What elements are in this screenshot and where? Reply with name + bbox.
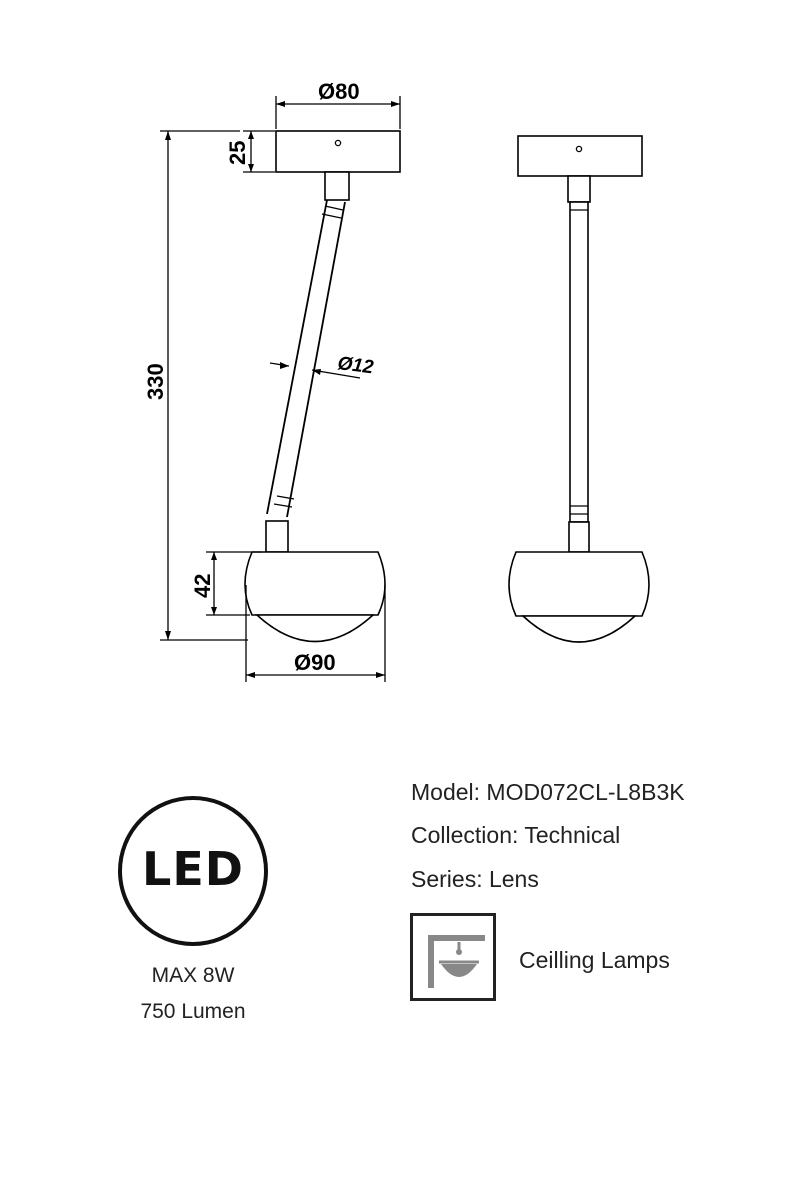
product-series: Series: Lens: [411, 866, 539, 892]
category-icon-box: [410, 913, 496, 1001]
front-view: [509, 136, 649, 642]
product-category: Ceilling Lamps: [519, 947, 670, 973]
led-power: MAX 8W: [151, 964, 235, 987]
dim-stem-diameter: Ø12: [336, 353, 375, 379]
lens-front: [523, 616, 635, 642]
lens-side: [257, 615, 373, 642]
led-badge: [118, 796, 268, 946]
lower-joint-front: [569, 522, 589, 552]
lamp-head-side: [245, 552, 385, 615]
dim-canopy-diameter: Ø80: [318, 79, 360, 104]
lamp-head-front: [509, 552, 649, 616]
upper-joint-side: [325, 172, 349, 200]
stem-front: [570, 202, 588, 522]
lower-joint-side: [266, 521, 288, 552]
led-badge-text: LED: [142, 842, 244, 896]
ceiling-lamp-icon: [413, 916, 493, 998]
side-view: [245, 131, 400, 642]
stem-side: [267, 200, 345, 517]
dim-head-diameter: Ø90: [294, 650, 336, 675]
led-lumen: 750 Lumen: [140, 1000, 246, 1023]
canopy-front: [518, 136, 642, 176]
product-collection: Collection: Technical: [411, 822, 621, 848]
dim-canopy-height: 25: [225, 140, 250, 165]
canopy-side: [276, 131, 400, 172]
upper-joint-front: [568, 176, 590, 202]
dim-head-height: 42: [190, 573, 215, 598]
product-model: Model: MOD072CL-L8B3K: [411, 779, 685, 805]
dim-total-height: 330: [143, 363, 168, 400]
